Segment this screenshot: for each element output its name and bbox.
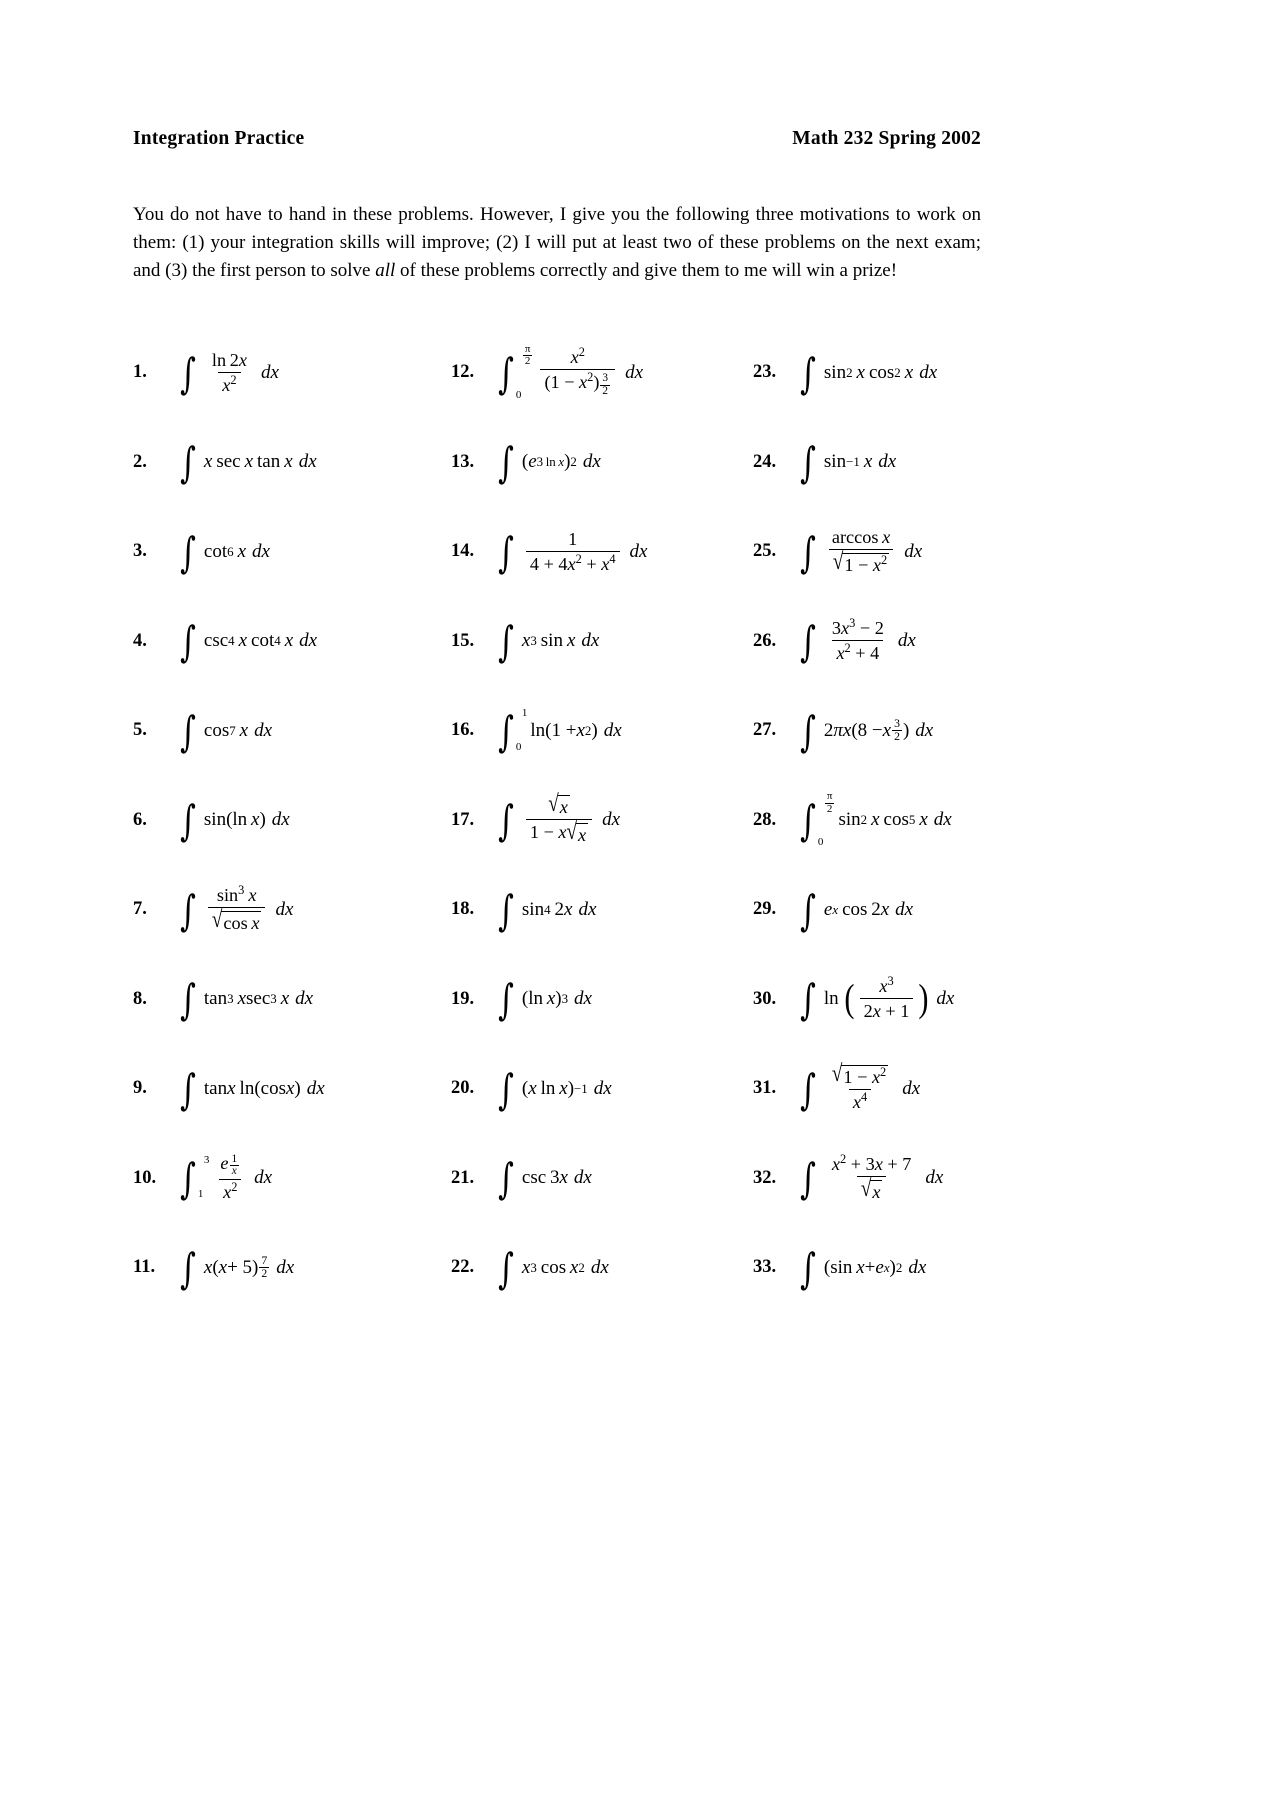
problem-number: 26. — [753, 630, 777, 651]
problem-expression-9: ∫ tan x ln ( cos x ) dx — [177, 1074, 325, 1103]
integral-icon: ∫ — [498, 348, 514, 398]
problem-item-16 — [451, 686, 753, 776]
problem-number: 4. — [133, 630, 147, 651]
problem-number: 13. — [451, 451, 475, 472]
problem-expression-11: ∫ x ( x + 5) 7 2 dx — [177, 1253, 294, 1282]
problem-number: 29. — [753, 899, 777, 920]
problem-expression-25: ∫ arccos x √ $1 - x^2$ dx — [797, 527, 922, 576]
problem-number: 21. — [451, 1167, 475, 1188]
problem-item-29 — [753, 865, 981, 955]
integral-icon: ∫ — [800, 617, 816, 667]
problem-expression-31: ∫ √ $1 - x^2$ $x^4$ dx — [797, 1064, 920, 1113]
integral-icon: ∫ — [800, 796, 816, 846]
problem-number: 8. — [133, 988, 147, 1009]
integral-icon: ∫ — [800, 348, 816, 398]
problem-item-21 — [451, 1133, 753, 1223]
problem-number: 10. — [133, 1167, 157, 1188]
problem-item-8 — [133, 954, 451, 1044]
fraction: $x^2 + 3x + 7$ √ x — [831, 1151, 912, 1202]
problem-expression-30: ∫ ln ( $\frac{x^3}{2x + 1}$ ) dx — [797, 976, 954, 1022]
integral-icon: ∫ — [498, 1154, 514, 1204]
problem-item-15 — [451, 596, 753, 686]
fraction: √ x 1 − x √ x — [526, 794, 592, 846]
problem-item-33 — [753, 1223, 981, 1313]
problem-item-6 — [133, 775, 451, 865]
problem-item-31 — [753, 1044, 981, 1134]
integral-limits: $\frac{\pi}{2}$ 0 — [817, 790, 833, 849]
integral-icon: ∫ — [180, 438, 196, 488]
problem-expression-2: ∫ x sec x tan x dx — [177, 447, 317, 476]
problem-number: 24. — [753, 451, 777, 472]
problem-item-9 — [133, 1044, 451, 1134]
integral-limits: $\frac{\pi}{2}$ 0 — [515, 342, 531, 401]
problem-item-18 — [451, 865, 753, 955]
integral-icon: ∫ — [498, 1064, 514, 1114]
problem-number: 3. — [133, 541, 147, 562]
problem-number: 30. — [753, 988, 777, 1009]
problem-number: 25. — [753, 541, 777, 562]
problem-expression-17: ∫ √ x 1 − x √ x dx — [495, 794, 620, 846]
problem-item-1 — [133, 328, 451, 418]
page-title: Integration Practice — [133, 128, 305, 149]
problem-number: 18. — [451, 899, 475, 920]
problem-item-2 — [133, 417, 451, 507]
problem-item-28 — [753, 775, 981, 865]
document-header — [133, 128, 981, 150]
integral-icon: ∫ — [180, 885, 196, 935]
problem-expression-20: ∫ ( x ln x ) −1 dx — [495, 1074, 612, 1103]
problem-expression-1: ∫ $\frac{\ln 2x}{x^2}$ dx — [177, 350, 279, 396]
problem-expression-19: ∫ ( ln x ) 3 dx — [495, 984, 592, 1013]
integral-icon: ∫ — [180, 706, 196, 756]
problem-number: 32. — [753, 1167, 777, 1188]
integral-icon: ∫ — [180, 1243, 196, 1293]
problem-item-13 — [451, 417, 753, 507]
problem-number: 27. — [753, 720, 777, 741]
problem-item-3 — [133, 507, 451, 597]
sqrt-icon: √ x — [860, 1175, 881, 1202]
problem-item-5 — [133, 686, 451, 776]
problem-number: 2. — [133, 451, 147, 472]
problem-item-17 — [451, 775, 753, 865]
problem-number: 33. — [753, 1257, 777, 1278]
integral-icon: ∫ — [800, 706, 816, 756]
problem-expression-21: ∫ csc 3 x dx — [495, 1163, 592, 1192]
problem-expression-7: ∫ $\sin^3 x$ √ cos x dx — [177, 885, 293, 934]
problem-number: 16. — [451, 720, 475, 741]
integral-icon: ∫ — [180, 527, 196, 577]
fraction: $\frac{\ln 2x}{x^2}$ — [211, 349, 247, 395]
integral-icon: ∫ — [800, 975, 816, 1025]
problem-item-30 — [753, 954, 981, 1044]
problem-expression-8: ∫ tan 3 x sec 3 x dx — [177, 984, 313, 1013]
problem-expression-27: ∫ 2 πx (8 − x 3 2 ) dx — [797, 716, 933, 745]
fraction: $\sin^3 x$ √ cos x — [208, 885, 266, 934]
integral-icon: ∫ — [800, 1154, 816, 1204]
sqrt-icon: √ cos x — [211, 907, 260, 934]
sqrt-icon: √ x — [566, 819, 587, 846]
problem-number: 19. — [451, 988, 475, 1009]
problem-number: 11. — [133, 1257, 156, 1278]
problem-item-19 — [451, 954, 753, 1044]
integral-icon: ∫ — [498, 796, 514, 846]
problem-number: 6. — [133, 809, 147, 830]
problem-item-10 — [133, 1133, 451, 1223]
fraction: $\frac{1}{4 + 4x^2 + x^4}$ — [526, 529, 620, 575]
problem-expression-28: ∫ $\frac{\pi}{2}$ 0 sin 2 x cos 5 x dx — [797, 800, 952, 840]
problem-expression-15: ∫ x 3 sin x dx — [495, 626, 599, 655]
integral-icon: ∫ — [180, 975, 196, 1025]
problem-item-26 — [753, 596, 981, 686]
problem-expression-16: ∫ 1 0 ln (1 + x 2 ) dx — [495, 711, 622, 751]
integral-icon: ∫ — [498, 975, 514, 1025]
problem-number: 12. — [451, 362, 475, 383]
problem-expression-3: ∫ cot 6 x dx — [177, 537, 270, 566]
fraction: $\frac{3x^3 - 2}{x^2 + 4}$ — [831, 615, 884, 664]
problem-number: 1. — [133, 362, 147, 383]
integral-icon: ∫ — [800, 885, 816, 935]
integral-icon: ∫ — [800, 438, 816, 488]
problem-expression-6: ∫ sin ( ln x ) dx — [177, 805, 290, 834]
sqrt-icon: √ $1 - x^2$ — [832, 549, 888, 576]
problem-number: 17. — [451, 809, 475, 830]
problem-item-14 — [451, 507, 753, 597]
fraction: $x^2$ $(1 - x^2)$ $\frac{3}{2}$ — [540, 347, 615, 398]
problem-expression-14: ∫ $\frac{1}{4 + 4x^2 + x^4}$ dx — [495, 529, 647, 575]
problem-expression-12: ∫ $\frac{\pi}{2}$ 0 $x^2$ $(1 - x^2)$ $\frac{3}{2}$ dx — [495, 347, 643, 398]
problem-number: 22. — [451, 1257, 475, 1278]
problem-expression-23: ∫ sin 2 x cos 2 x dx — [797, 358, 937, 387]
problem-item-23 — [753, 328, 981, 418]
problem-item-7 — [133, 865, 451, 955]
sqrt-icon: √ $1 - x^2$ — [831, 1061, 887, 1088]
fraction: √ $1 - x^2$ $x^4$ — [831, 1061, 887, 1113]
problem-number: 28. — [753, 809, 777, 830]
problem-item-4 — [133, 596, 451, 686]
problem-number: 20. — [451, 1078, 475, 1099]
integral-icon: ∫ — [180, 348, 196, 398]
open-paren: ( — [844, 977, 855, 1021]
problem-expression-18: ∫ sin 4 2 x dx — [495, 895, 596, 924]
sqrt-icon: √ x — [548, 791, 568, 818]
problem-item-22 — [451, 1223, 753, 1313]
document-body — [133, 128, 981, 1312]
integral-icon: ∫ — [498, 438, 514, 488]
problem-expression-24: ∫ sin −1 x dx — [797, 447, 896, 476]
course-label: Math 232 Spring 2002 — [792, 128, 981, 149]
problem-number: 14. — [451, 541, 475, 562]
integral-icon: ∫ — [498, 706, 514, 756]
fraction: arccos x √ $1 - x^2$ — [828, 527, 894, 576]
problem-expression-29: ∫ e x cos 2 x dx — [797, 895, 913, 924]
problem-expression-4: ∫ csc 4 x cot 4 x dx — [177, 626, 317, 655]
intro-text-part1: You do not have to hand in these problems. However, I give you the following three motivations to work on them: (1) your integration skills will improve; (2) I will put at least two of these problems on the next exam; and (3) the first person to solve — [133, 204, 981, 281]
problem-number: 7. — [133, 899, 147, 920]
intro-emphasis: all — [375, 259, 396, 281]
integral-icon: ∫ — [498, 617, 514, 667]
problem-number: 9. — [133, 1078, 147, 1099]
problem-item-25 — [753, 507, 981, 597]
integral-icon: ∫ — [800, 527, 816, 577]
problem-expression-26: ∫ $\frac{3x^3 - 2}{x^2 + 4}$ dx — [797, 618, 916, 664]
problem-number: 15. — [451, 630, 475, 651]
problem-item-24 — [753, 417, 981, 507]
problem-item-20 — [451, 1044, 753, 1134]
problem-item-27 — [753, 686, 981, 776]
integral-icon: ∫ — [180, 1064, 196, 1114]
problem-expression-13: ∫ ( e 3 ln x ) 2 dx — [495, 447, 601, 476]
integral-icon: ∫ — [180, 617, 196, 667]
problem-expression-5: ∫ cos 7 x dx — [177, 716, 272, 745]
problem-expression-10: ∫ 3 1 e $\frac{1}{x}$ $x^2$ dx — [177, 1153, 272, 1204]
integral-limits: 1 0 — [515, 706, 528, 753]
fraction: $\frac{x^3}{2x + 1}$ — [860, 976, 914, 1022]
integral-icon: ∫ — [800, 1064, 816, 1114]
integral-icon: ∫ — [180, 796, 196, 846]
problem-item-11 — [133, 1223, 451, 1313]
problem-item-12 — [451, 328, 753, 418]
problem-number: 5. — [133, 720, 147, 741]
intro-text-part2: of these problems correctly and give them to me will win a prize! — [395, 259, 898, 281]
integral-icon: ∫ — [180, 1154, 196, 1204]
problem-number: 23. — [753, 362, 777, 383]
problem-expression-22: ∫ x 3 cos x 2 dx — [495, 1253, 609, 1282]
integral-icon: ∫ — [498, 527, 514, 577]
problem-expression-33: ∫ ( sin x + e x ) 2 dx — [797, 1253, 926, 1282]
fraction: e $\frac{1}{x}$ $x^2$ — [216, 1153, 244, 1204]
problem-item-32 — [753, 1133, 981, 1223]
integral-icon: ∫ — [498, 1243, 514, 1293]
integral-icon: ∫ — [800, 1243, 816, 1293]
integral-limits: 3 1 — [197, 1154, 210, 1200]
intro-paragraph — [133, 201, 981, 285]
problem-number: 31. — [753, 1078, 777, 1099]
integral-icon: ∫ — [498, 885, 514, 935]
close-paren: ) — [918, 977, 929, 1021]
problem-expression-32: ∫ $x^2 + 3x + 7$ √ x dx — [797, 1154, 943, 1203]
problem-list — [133, 328, 981, 1313]
